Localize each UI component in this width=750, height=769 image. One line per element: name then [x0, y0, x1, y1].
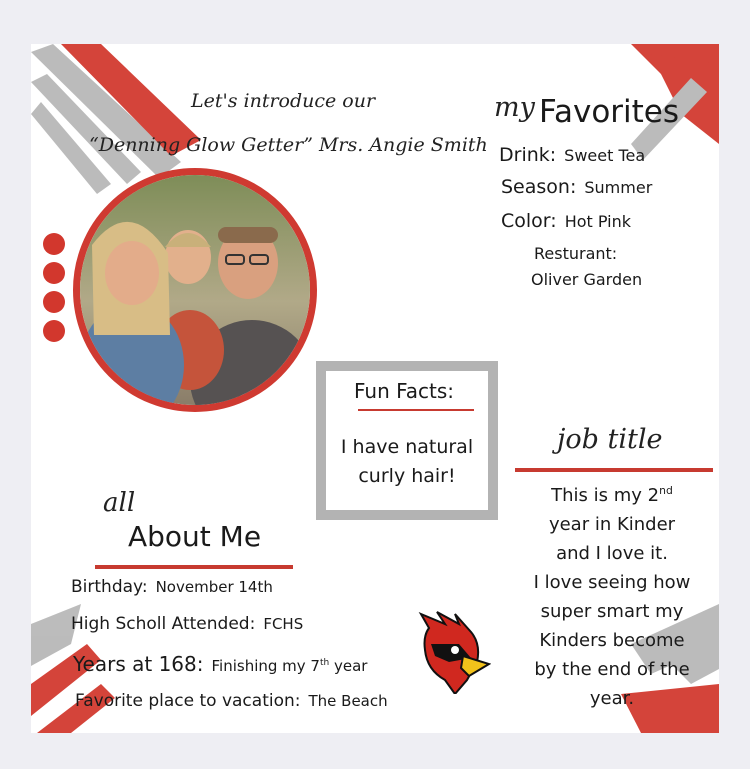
profile-card	[31, 44, 719, 733]
job-line-7: by the end of the	[534, 659, 690, 680]
about-years-value	[212, 657, 368, 675]
job-description	[507, 476, 717, 713]
family-photo	[73, 168, 317, 412]
favorite-drink-label: Drink:	[499, 144, 557, 166]
intro-line-2: “Denning Glow Getter” Mrs. Angie Smith	[89, 134, 488, 156]
about-vacation-value: The Beach	[308, 692, 388, 710]
job-line-4: I love seeing how	[533, 572, 691, 593]
favorite-color	[501, 210, 631, 232]
favorites-title: Favorites	[539, 94, 680, 130]
dot	[43, 320, 65, 342]
job-line-8: year.	[589, 688, 635, 709]
about-title: About Me	[128, 520, 262, 553]
job-line-1	[507, 476, 717, 510]
job-title-heading: job title	[557, 424, 663, 455]
favorite-restaurant-label: Resturant:	[534, 244, 618, 263]
about-prefix: all	[103, 488, 136, 518]
about-years	[73, 652, 367, 676]
favorites-prefix: my	[494, 92, 535, 123]
favorite-drink-value: Sweet Tea	[564, 146, 646, 165]
about-years-value-end: year	[329, 657, 368, 675]
job-title-divider	[515, 468, 713, 472]
fun-facts-box	[316, 361, 498, 520]
intro-line-1: Let's introduce our	[191, 90, 376, 112]
about-years-label: Years at 168:	[73, 652, 204, 676]
about-school	[71, 614, 303, 634]
job-line-1-text: This is my 2	[551, 485, 660, 506]
about-birthday-value: November 14th	[155, 578, 273, 596]
job-line-1-sup: nd	[659, 484, 673, 497]
about-vacation	[75, 691, 388, 711]
job-line-2: year in Kinder	[548, 514, 676, 535]
job-line-3: and I love it.	[556, 543, 668, 564]
favorite-season	[501, 176, 652, 198]
cardinal-mascot-icon	[415, 610, 491, 694]
about-birthday-label: Birthday:	[71, 577, 148, 597]
job-line-5: super smart my	[540, 601, 684, 622]
about-school-value: FCHS	[263, 615, 304, 633]
dot	[43, 262, 65, 284]
favorite-restaurant-value: Oliver Garden	[531, 270, 643, 289]
about-birthday	[71, 577, 273, 597]
favorite-season-label: Season:	[501, 176, 577, 198]
favorite-color-value: Hot Pink	[564, 212, 632, 231]
favorite-color-label: Color:	[501, 210, 557, 232]
about-years-value-text: Finishing my 7	[211, 657, 320, 675]
fun-facts-text	[326, 433, 488, 491]
fun-facts-divider	[358, 409, 474, 411]
fun-facts-title: Fun Facts:	[354, 379, 455, 403]
fun-facts-line-1: I have natural	[340, 436, 474, 458]
about-years-value-sup: th	[319, 658, 330, 668]
fun-facts-line-2: curly hair!	[358, 465, 456, 487]
job-line-6: Kinders become	[539, 630, 685, 651]
about-divider	[95, 565, 293, 569]
about-school-label: High Scholl Attended:	[71, 614, 256, 634]
dot	[43, 291, 65, 313]
dot	[43, 233, 65, 255]
about-vacation-label: Favorite place to vacation:	[75, 691, 301, 711]
favorite-season-value: Summer	[584, 178, 653, 197]
favorite-drink	[499, 144, 645, 166]
